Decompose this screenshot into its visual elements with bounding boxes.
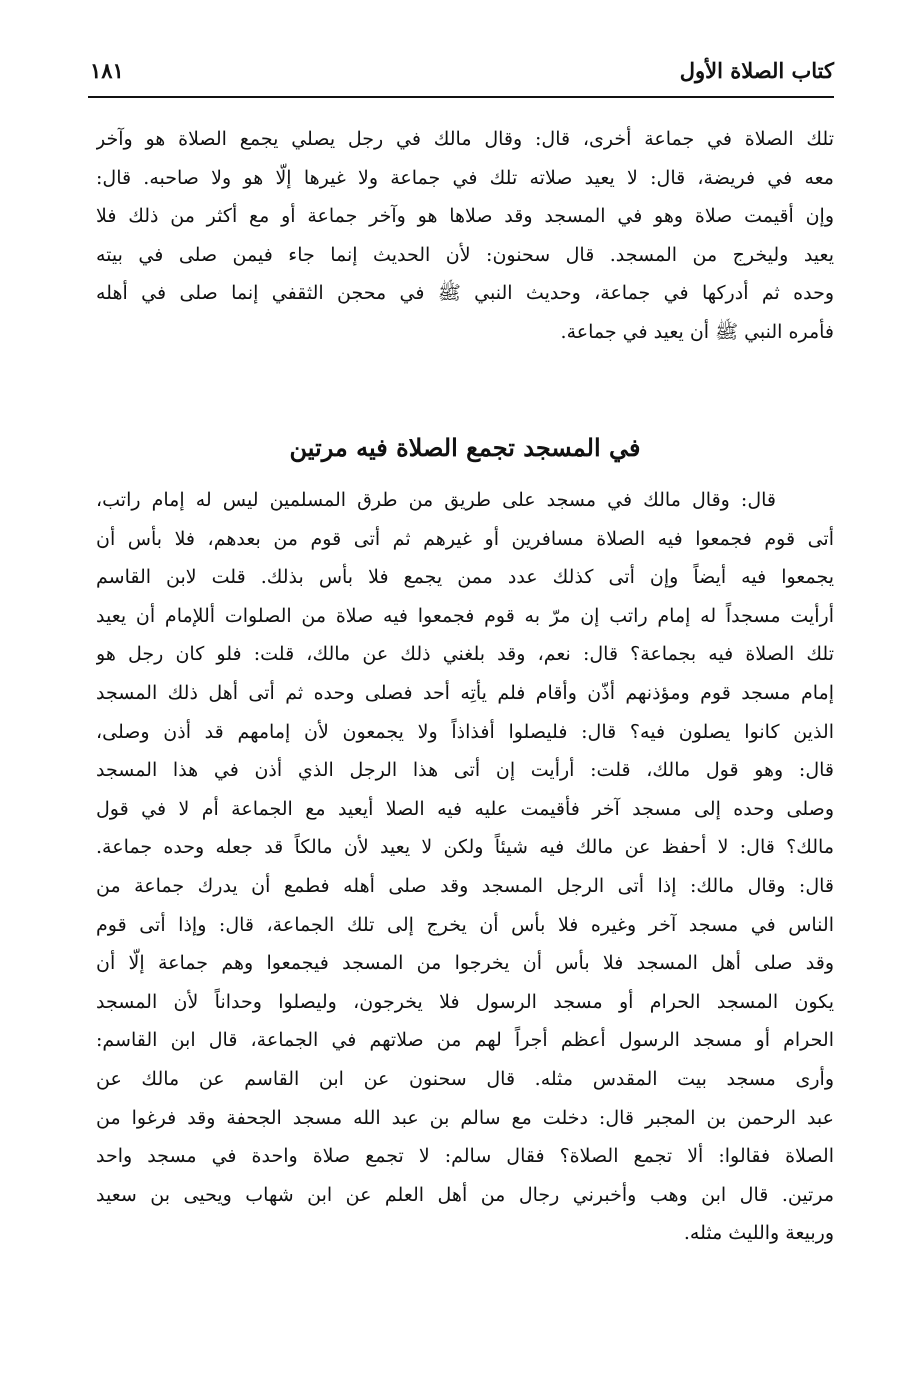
text-line: مالك؟ قال: لا أحفظ عن مالك فيه شيئاً ولكن لا يعيد لأن مالكاً قد جعله وحده جماعة. bbox=[96, 836, 834, 859]
page-number: ١٨١ bbox=[90, 58, 124, 83]
text-line: وصلى وحده إلى مسجد آخر فأقيمت عليه فيه الصلا أيعيد مع الجماعة أم لا في قول bbox=[96, 797, 834, 820]
text-line: فأمره النبي ﷺ أن يعيد في جماعة. bbox=[560, 320, 834, 343]
text-line: قال: وقال مالك في مسجد على طريق من طرق المسلمين ليس له إمام راتب، bbox=[96, 489, 776, 511]
text-line: معه في فريضة، قال: لا يعيد صلاته تلك في جماعة ولا غيرها إلّا هو ولا صاحبه. قال: bbox=[96, 166, 834, 189]
text-line: عبد الرحمن بن المجبر قال: دخلت مع سالم بن عبد الله مسجد الجحفة وقد فرغوا من bbox=[96, 1106, 834, 1129]
running-head bbox=[88, 58, 834, 92]
paragraph-main bbox=[96, 481, 834, 1253]
text-line: وقد صلى أهل المسجد فلا بأس أن يخرجوا من المسجد فيجمعوا وهم جماعة إلّا أن bbox=[96, 952, 834, 975]
text-line: تلك الصلاة في جماعة أخرى، قال: وقال مالك في رجل يصلي يجمع الصلاة هو وآخر bbox=[96, 128, 834, 150]
text-line: الحرام أو مسجد الرسول أعظم أجراً لهم من صلاتهم في الجماعة، قال ابن القاسم: bbox=[96, 1029, 834, 1052]
text-line: وحده ثم أدركها في جماعة، وحديث النبي ﷺ في محجن الثقفي إنما صلى في أهله bbox=[96, 282, 834, 305]
text-line: يكون المسجد الحرام أو مسجد الرسول فلا يخرجون، وليصلوا وحداناً لأن المسجد bbox=[96, 990, 834, 1013]
text-line: مرتين. قال ابن وهب وأخبرني رجال من أهل العلم عن ابن شهاب ويحيى بن سعيد bbox=[96, 1183, 834, 1206]
text-line: الناس في مسجد آخر وغيره فلا بأس أن يخرج إلى تلك الجماعة، قال: وإذا أتى قوم bbox=[96, 913, 834, 936]
text-line: أرأيت مسجداً له إمام راتب إن مرّ به قوم فجمعوا فيه صلاة من الصلوات أللإمام أن يعيد bbox=[96, 604, 834, 627]
section-heading: في المسجد تجمع الصلاة فيه مرتين bbox=[289, 433, 641, 462]
text-line: وإن أقيمت صلاة وهو في المسجد وقد صلاها هو وآخر جماعة أو مع أكثر من ذلك فلا bbox=[96, 205, 834, 228]
text-line: وأرى مسجد بيت المقدس مثله. قال سحنون عن ابن القاسم عن مالك عن bbox=[96, 1067, 834, 1090]
text-line: قال: وهو قول مالك، قلت: أرأيت إن أتى هذا الرجل الذي أذن في هذا المسجد bbox=[96, 759, 834, 782]
header-rule bbox=[88, 96, 834, 98]
text-line: وربيعة والليث مثله. bbox=[683, 1222, 834, 1245]
text-line: الذين كانوا يصلون فيه؟ قال: فليصلوا أفذاذاً ولا يجمعون لأن إمامهم قد أذن وصلى، bbox=[96, 720, 834, 743]
text-line: يعيد وليخرج من المسجد. قال سحنون: لأن الحديث إنما جاء فيمن صلى في بيته bbox=[96, 243, 834, 266]
text-line: الصلاة فقالوا: ألا تجمع الصلاة؟ فقال سالم: لا تجمع صلاة واحدة في مسجد واحد bbox=[96, 1145, 834, 1168]
text-line: تلك الصلاة فيه بجماعة؟ قال: نعم، وقد بلغني ذلك عن مالك، قلت: فلو كان رجل هو bbox=[96, 643, 834, 666]
text-line: قال: وقال مالك: إذا أتى الرجل المسجد وقد صلى أهله فطمع أن يدرك جماعة من bbox=[96, 874, 834, 897]
book-title: كتاب الصلاة الأول bbox=[679, 58, 834, 83]
paragraph-continuation bbox=[96, 120, 834, 352]
text-line: أتى قوم فجمعوا فيه الصلاة مسافرين أو غيرهم ثم أتى قوم من بعدهم، فلا بأس أن bbox=[96, 527, 834, 550]
text-line: إمام مسجد قوم ومؤذنهم أذّن وأقام فلم يأتِه أحد فصلى وحده ثم أتى أهل ذلك المسجد bbox=[96, 681, 834, 704]
text-line: يجمعوا فيه أيضاً وإن أتى كذلك عدد ممن يجمع فلا بأس بذلك. قلت لابن القاسم bbox=[96, 566, 834, 589]
